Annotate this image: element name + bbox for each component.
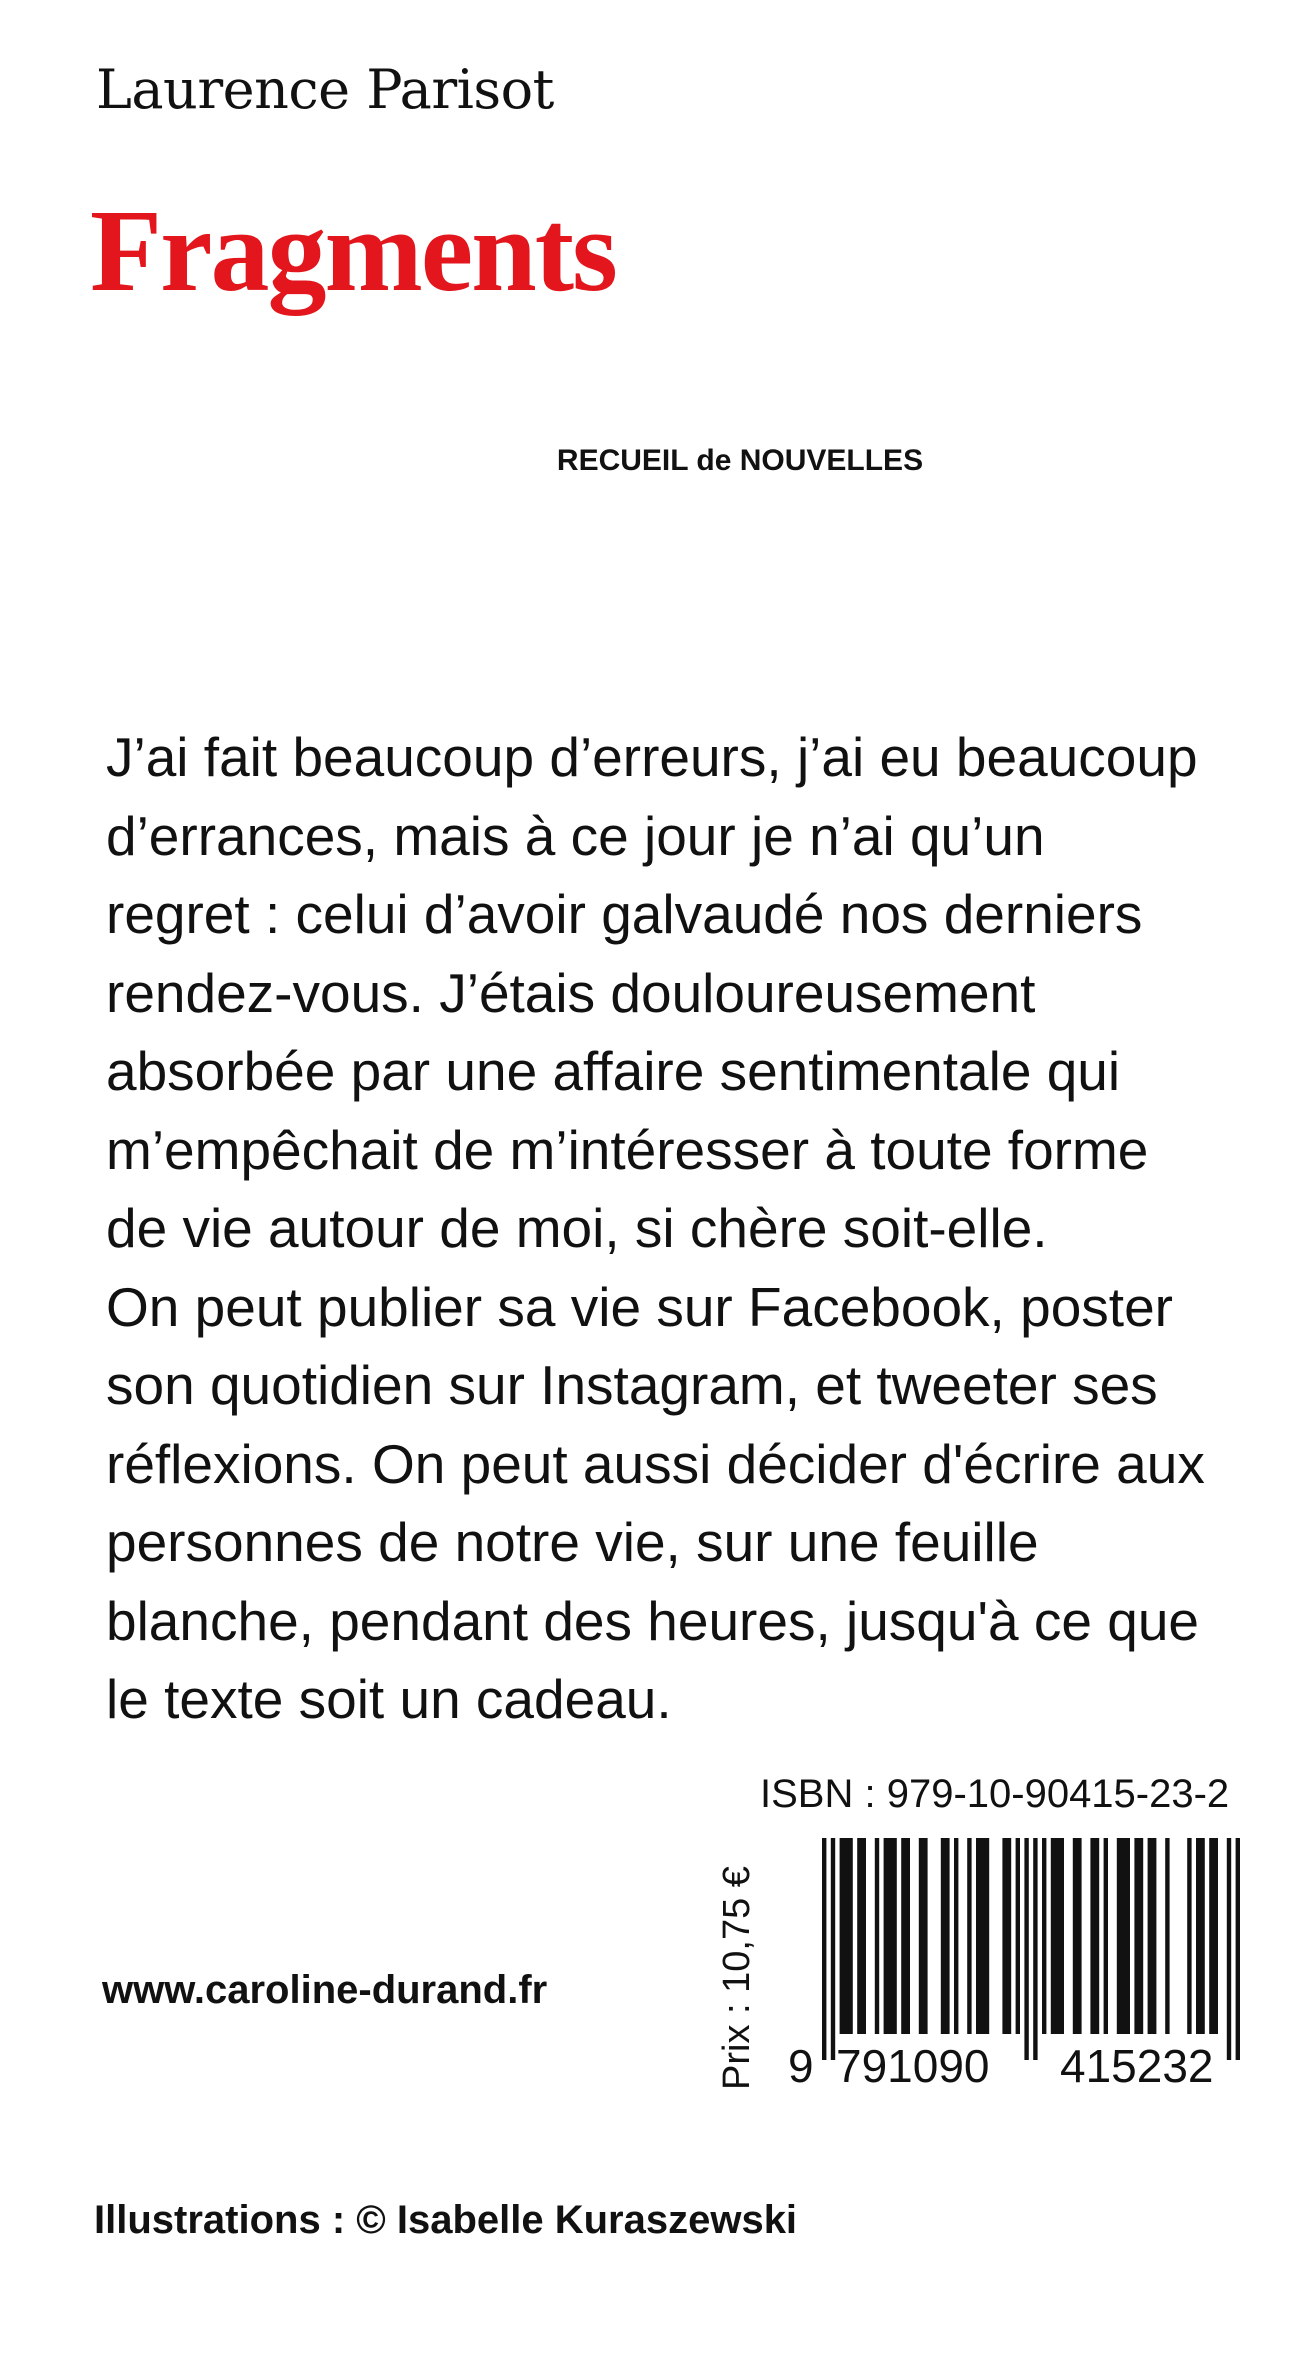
barcode-bar [1002, 1838, 1011, 2034]
blurb-line: de vie autour de moi, si chère soit-elle. [106, 1197, 1048, 1259]
publisher-website: www.caroline-durand.fr [102, 1968, 548, 2012]
blurb-line: On peut publier sa vie sur Facebook, poster [106, 1275, 1173, 1338]
barcode-bar [840, 1838, 853, 2034]
barcode-bar [1209, 1838, 1218, 2034]
barcode-bar [875, 1838, 879, 2034]
barcode-bar [1148, 1838, 1157, 2034]
price-text: Prix : 10,75 € [716, 1866, 758, 2090]
barcode-bar [857, 1838, 866, 2034]
blurb-line: personnes de notre vie, sur une feuille [106, 1511, 1039, 1573]
barcode-bar [901, 1838, 910, 2034]
author-name: Laurence Parisot [96, 58, 554, 121]
barcode-bar [1236, 1838, 1240, 2060]
barcode-bar [1187, 1838, 1191, 2034]
barcode-bar [967, 1838, 971, 2034]
isbn-label: ISBN : 979-10-90415-23-2 [760, 1772, 1230, 1816]
barcode-bar [976, 1838, 989, 2034]
genre-label: RECUEIL de NOUVELLES [556, 444, 924, 477]
blurb-line: J’ai fait beaucoup d’erreurs, j’ai eu beaucoup [106, 726, 1198, 788]
barcode-bar [1033, 1838, 1037, 2060]
barcode-bar [831, 1838, 835, 2060]
blurb-line: regret : celui d’avoir galvaudé nos derniers [106, 883, 1143, 945]
barcode-bars [822, 1838, 1240, 2060]
blurb-line: réflexions. On peut aussi décider d'écrire aux [106, 1432, 1205, 1495]
barcode-bar [1117, 1838, 1130, 2034]
barcode-bar [1051, 1838, 1064, 2034]
blurb-line: rendez-vous. J’étais douloureusement [106, 961, 1036, 1024]
barcode-digits-left: 791090 [836, 2040, 990, 2090]
barcode-bar [1090, 1838, 1099, 2034]
blurb-line: absorbée par une affaire sentimentale qui [106, 1040, 1121, 1102]
illustration-credits: Illustrations : © Isabelle Kuraszewski [94, 2198, 798, 2242]
barcode-bar [1227, 1838, 1231, 2060]
barcode-digits-right: 415232 [1060, 2040, 1214, 2090]
barcode-bar [1165, 1838, 1169, 2034]
barcode-bar [941, 1838, 950, 2034]
barcode-bar [1016, 1838, 1020, 2034]
barcode-digit-first: 9 [788, 2040, 814, 2090]
isbn-barcode [788, 1838, 1258, 2090]
book-title: Fragments [90, 185, 616, 316]
barcode-bar [822, 1838, 826, 2060]
blurb-line: le texte soit un cadeau. [106, 1668, 672, 1730]
blurb-line: blanche, pendant des heures, jusqu'à ce que [106, 1589, 1199, 1652]
blurb-line: d’errances, mais à ce jour je n’ai qu’un [106, 804, 1045, 867]
barcode-bar [954, 1838, 958, 2034]
barcode-bar [1134, 1838, 1143, 2034]
back-cover-blurb [106, 718, 1300, 1739]
barcode-bar [1024, 1838, 1028, 2060]
barcode-bar [1196, 1838, 1205, 2034]
blurb-line: m’empêchait de m’intéresser à toute forme [106, 1118, 1149, 1181]
barcode-bar [1073, 1838, 1082, 2034]
barcode-bar [1104, 1838, 1108, 2034]
blurb-line: son quotidien sur Instagram, et tweeter ses [106, 1354, 1158, 1416]
barcode-bar [919, 1838, 928, 2034]
barcode-bar [1042, 1838, 1046, 2034]
barcode-bar [884, 1838, 897, 2034]
